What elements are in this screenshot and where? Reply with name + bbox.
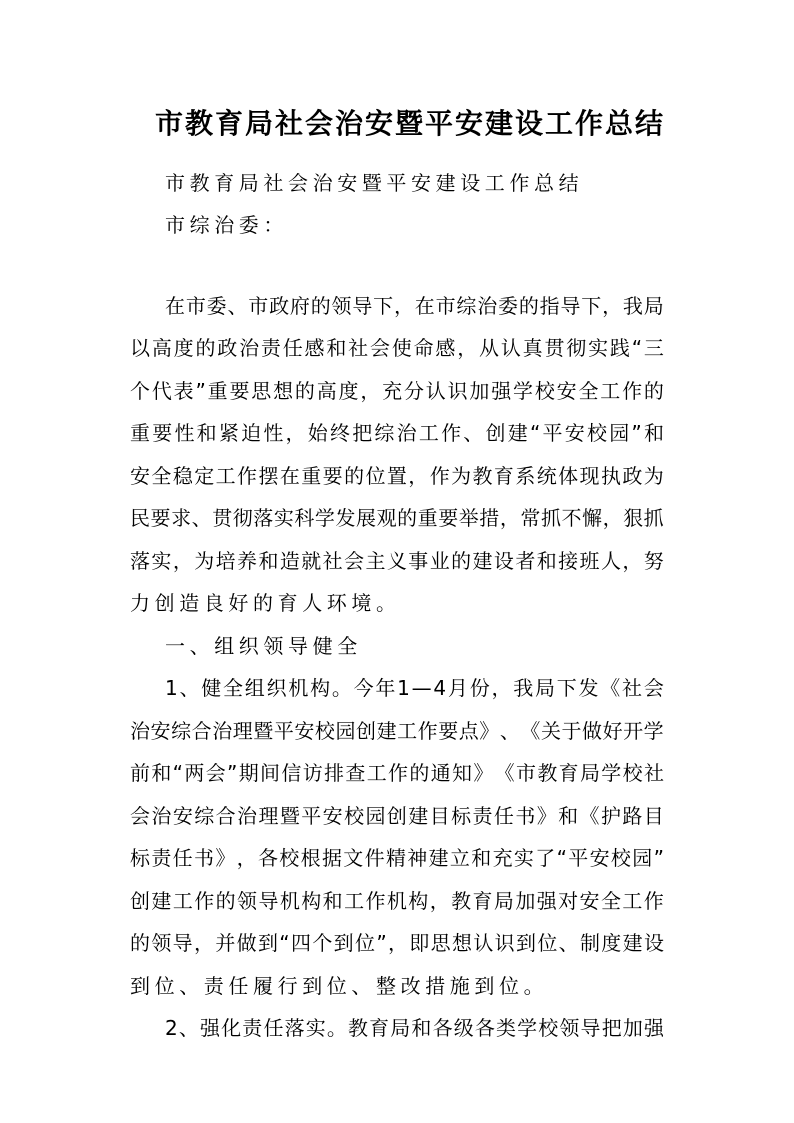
paragraph-line: 民 要 求 、 贯 彻 落 实 科 学 发 展 观 的 重 要 举 措 ， 常 抓 不 懈 ， 狠 抓 xyxy=(130,506,664,530)
document-subtitle: 市教育局社会治安暨平安建设工作总结 xyxy=(165,171,584,195)
paragraph-line: 在 市 委 、 市 政 府 的 领 导 下 ， 在 市 综 治 委 的 指 导 下 ， 我 局 xyxy=(165,294,664,318)
paragraph-line: 落 实 ， 为 培 养 和 造 就 社 会 主 义 事 业 的 建 设 者 和 接 班 人 ， 努 xyxy=(130,549,664,573)
paragraph-line: 安 全 稳 定 工 作 摆 在 重 要 的 位 置 ， 作 为 教 育 系 统 体 现 执 政 为 xyxy=(130,464,664,488)
paragraph-line: 1 、 健 全 组 织 机 构 。 今 年 1 — 4 月 份 ， 我 局 下 发 《 社 会 xyxy=(165,676,664,700)
paragraph-line: 以 高 度 的 政 治 责 任 感 和 社 会 使 命 感 ， 从 认 真 贯 彻 实 践 “ 三 xyxy=(130,336,664,360)
paragraph-line: 2 、 强 化 责 任 落 实 。 教 育 局 和 各 级 各 类 学 校 领 导 把 加 强 xyxy=(165,1016,664,1040)
paragraph-line: 的 领 导 ， 并 做 到 “ 四 个 到 位 ” ， 即 思 想 认 识 到 位 、 制 度 建 设 xyxy=(130,931,664,955)
addressee: 市综治委： xyxy=(165,213,288,237)
paragraph-line: 治 安 综 合 治 理 暨 平 安 校 园 创 建 工 作 要 点 》 、 《 关 于 做 好 开 学 xyxy=(130,719,664,743)
paragraph-line: 创 建 工 作 的 领 导 机 构 和 工 作 机 构 ， 教 育 局 加 强 对 安 全 工 作 xyxy=(130,889,664,913)
document-title: 市教育局社会治安暨平安建设工作总结 xyxy=(155,107,666,140)
paragraph-line: 力创造良好的育人环境。 xyxy=(130,591,401,615)
paragraph-line: 个 代 表 ” 重 要 思 想 的 高 度 ， 充 分 认 识 加 强 学 校 安 全 工 作 的 xyxy=(130,379,664,403)
paragraph-line: 到位、责任履行到位、整改措施到位。 xyxy=(130,974,549,998)
section-heading: 一、组织领导健全 xyxy=(165,634,362,658)
paragraph-line: 标 责 任 书 》 ， 各 校 根 据 文 件 精 神 建 立 和 充 实 了 “ 平 安 校 园 ” xyxy=(130,846,664,870)
paragraph-line: 前 和 “ 两 会 ” 期 间 信 访 排 查 工 作 的 通 知 》 《 市 教 育 局 学 校 社 xyxy=(130,761,664,785)
paragraph-line: 重 要 性 和 紧 迫 性 ， 始 终 把 综 治 工 作 、 创 建 “ 平 安 校 园 ” 和 xyxy=(130,421,664,445)
paragraph-line: 会 治 安 综 合 治 理 暨 平 安 校 园 创 建 目 标 责 任 书 》 和 《 护 路 目 xyxy=(130,804,664,828)
